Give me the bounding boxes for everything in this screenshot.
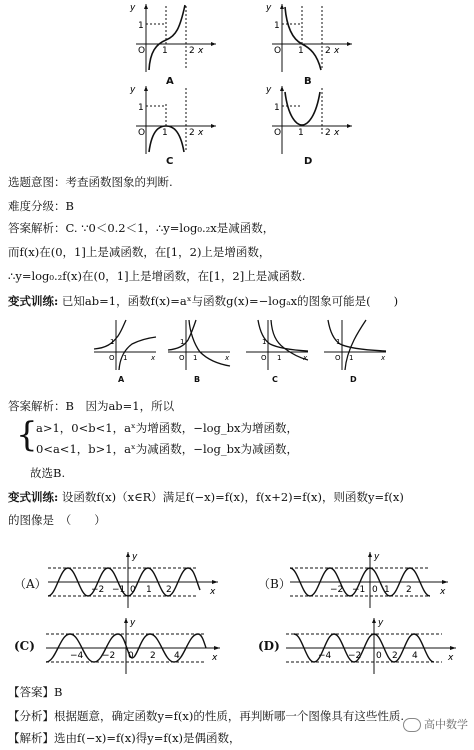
solution-explanation: 【解析】选由f(−x)=f(x)得y=f(x)是偶函数， <box>8 731 241 745</box>
svg-text:1: 1 <box>123 354 128 362</box>
svg-text:O: O <box>261 354 267 362</box>
svg-text:−4: −4 <box>70 651 84 661</box>
svg-text:2: 2 <box>392 651 398 661</box>
graph-label-d: D <box>304 156 313 167</box>
svg-text:1: 1 <box>180 338 185 346</box>
svg-text:x: x <box>334 46 340 56</box>
watermark <box>403 716 468 732</box>
svg-text:y: y <box>266 3 272 13</box>
variant1-title: 变式训练: <box>8 294 59 308</box>
svg-text:1: 1 <box>298 128 304 138</box>
top-graph-d <box>262 84 354 156</box>
variant1-graph-d <box>322 318 388 372</box>
top-graph-b <box>262 2 354 74</box>
variant2-title: 变式训练: <box>8 490 59 504</box>
svg-text:x: x <box>212 653 218 663</box>
svg-text:1: 1 <box>262 338 267 346</box>
svg-text:2: 2 <box>189 128 195 138</box>
opt-a-tick-1: 1 <box>146 585 152 595</box>
svg-text:x: x <box>440 587 446 597</box>
opt-a-tick-m1: −1 <box>112 585 126 595</box>
svg-text:1: 1 <box>298 46 304 56</box>
svg-text:x: x <box>334 128 340 138</box>
variant2-question <box>8 489 404 505</box>
svg-text:−2: −2 <box>102 651 116 661</box>
top-graph-c <box>126 84 218 156</box>
svg-text:O: O <box>138 46 146 56</box>
variant1-label-b: B <box>194 375 201 384</box>
solution-answer: 【答案】B <box>8 685 63 699</box>
svg-text:O: O <box>109 354 115 362</box>
watermark-text: 高中数学 <box>424 718 468 731</box>
option-a-graph <box>48 550 220 610</box>
graph-label-a: A <box>166 76 174 87</box>
variant1-text: 已知ab=1，函数f(x)=aˣ与函数g(x)=−logₐx的图象可能是( ) <box>61 294 399 308</box>
opt-a-tick-2: 2 <box>166 585 172 595</box>
svg-text:x: x <box>381 354 386 362</box>
variant1-graph-a <box>92 318 158 372</box>
svg-text:x: x <box>198 128 204 138</box>
wechat-icon <box>403 718 421 732</box>
svg-text:−2: −2 <box>348 651 362 661</box>
variant1-graph-b <box>166 318 232 372</box>
svg-text:x: x <box>303 354 308 362</box>
variant2-text: 设函数f(x)（x∈R）满足f(−x)=f(x)，f(x+2)=f(x)，则函数y=f(x) <box>61 490 404 504</box>
svg-text:−2: −2 <box>330 585 344 595</box>
svg-text:O: O <box>274 128 282 138</box>
svg-text:x: x <box>151 354 156 362</box>
svg-text:2: 2 <box>150 651 156 661</box>
svg-text:2: 2 <box>325 128 331 138</box>
opt-a-tick-m2: −2 <box>91 585 105 595</box>
variant1-label-d: D <box>350 375 357 384</box>
svg-text:y: y <box>378 618 384 628</box>
variant1-case-1: a>1，0<b<1，aˣ为增函数，−log_bx为增函数， <box>36 421 298 435</box>
svg-text:y: y <box>130 3 136 13</box>
svg-text:4: 4 <box>174 651 180 661</box>
svg-text:−4: −4 <box>318 651 332 661</box>
svg-text:x: x <box>448 653 454 663</box>
option-a-label: （A） <box>14 577 47 591</box>
svg-text:O: O <box>335 354 341 362</box>
solution-analysis: 【分析】根据题意，确定函数y=f(x)的性质，再判断哪一个图像具有这些性质. <box>8 709 404 723</box>
variant1-label-c: C <box>272 375 278 384</box>
svg-text:O: O <box>138 128 146 138</box>
svg-text:x: x <box>198 46 204 56</box>
svg-text:1: 1 <box>336 338 341 346</box>
option-c-label: (C) <box>14 639 35 653</box>
opt-a-tick-0: 0 <box>130 585 136 595</box>
option-c-graph <box>46 616 222 676</box>
svg-text:1: 1 <box>274 103 280 113</box>
svg-text:y: y <box>130 85 136 95</box>
svg-text:−1: −1 <box>352 585 366 595</box>
svg-text:y: y <box>374 552 380 562</box>
difficulty-text: 难度分级：B <box>8 199 74 213</box>
svg-text:y: y <box>266 85 272 95</box>
svg-text:2: 2 <box>406 585 412 595</box>
svg-text:y: y <box>130 618 136 628</box>
svg-text:1: 1 <box>138 103 144 113</box>
svg-text:1: 1 <box>193 354 198 362</box>
svg-text:O: O <box>179 354 185 362</box>
option-b-label: （B） <box>258 577 291 591</box>
option-d-graph <box>286 616 458 676</box>
graph-label-b: B <box>304 76 312 87</box>
variant1-label-a: A <box>118 375 125 384</box>
svg-text:1: 1 <box>277 354 282 362</box>
svg-text:2: 2 <box>189 46 195 56</box>
svg-text:1: 1 <box>110 338 115 346</box>
option-b-graph <box>290 550 450 610</box>
intent-text: 选题意图：考查函数图象的判断. <box>8 175 173 189</box>
svg-text:x: x <box>225 354 230 362</box>
variant2-question-2: 的图像是 （ ） <box>8 513 106 527</box>
svg-text:O: O <box>274 46 282 56</box>
answer-line-1: 答案解析：C. ∵0＜0.2＜1，∴y=log₀.₂x是减函数， <box>8 221 275 235</box>
graph-label-c: C <box>166 156 174 167</box>
svg-text:0: 0 <box>128 651 134 661</box>
answer-line-3: ∴y=log₀.₂f(x)在(0，1]上是增函数，在[1，2]上是减函数. <box>8 269 306 283</box>
svg-text:0: 0 <box>376 651 382 661</box>
svg-text:y: y <box>132 552 138 562</box>
case-brace: { <box>16 415 38 455</box>
variant1-case-2: 0<a<1，b>1，aˣ为减函数，−log_bx为减函数， <box>36 442 298 456</box>
svg-text:1: 1 <box>162 128 168 138</box>
svg-text:1: 1 <box>349 354 354 362</box>
option-d-label: (D) <box>258 639 280 653</box>
top-graph-a <box>126 2 218 74</box>
variant1-answer-line: 答案解析：B 因为ab=1，所以 <box>8 399 175 413</box>
svg-text:4: 4 <box>412 651 418 661</box>
variant1-conclusion: 故选B. <box>30 466 66 480</box>
svg-text:0: 0 <box>372 585 378 595</box>
answer-line-2: 而f(x)在(0，1]上是减函数，在[1，2)上是增函数， <box>8 245 271 259</box>
variant1-question <box>8 293 398 309</box>
svg-text:1: 1 <box>138 21 144 31</box>
variant1-graph-c <box>244 318 310 372</box>
svg-text:2: 2 <box>325 46 331 56</box>
svg-text:1: 1 <box>384 585 390 595</box>
svg-text:1: 1 <box>162 46 168 56</box>
svg-text:x: x <box>210 587 216 597</box>
svg-text:1: 1 <box>274 21 280 31</box>
